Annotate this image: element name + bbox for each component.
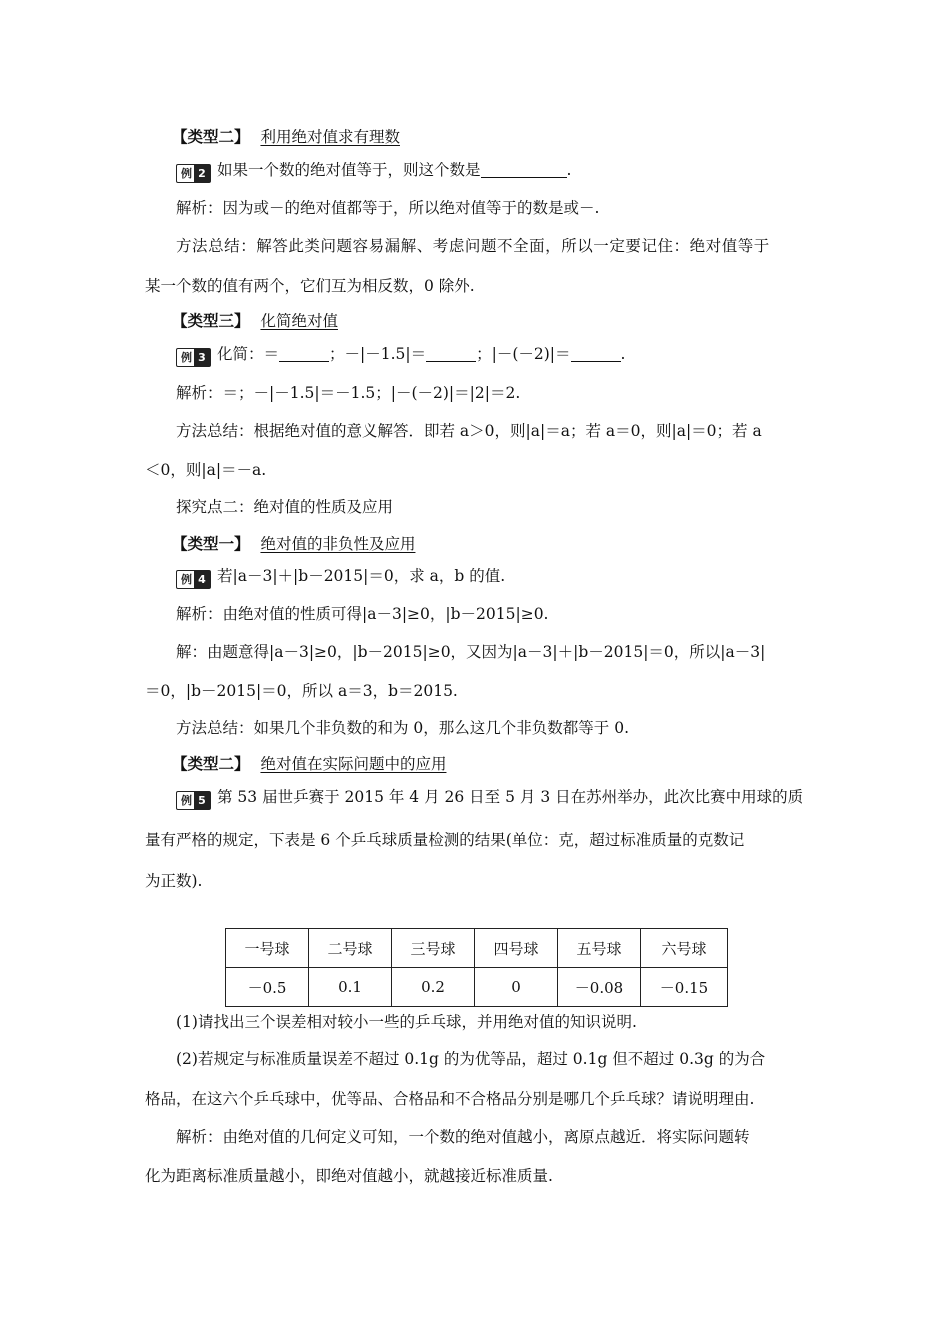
example3-question: 例 3 化简：＝ ；－|－1.5|＝ ；|－(－2)|＝ .	[176, 343, 625, 367]
example3-method-line1: 方法总结：根据绝对值的意义解答．即若 a＞0，则|a|＝a；若 a＝0，则|a|＝0；若 a	[176, 422, 762, 440]
type1-title: 绝对值的非负性及应用	[260, 535, 416, 553]
question-2-line1: (2)若规定与标准质量误差不超过 0.1g 的为优等品，超过 0.1g 但不超过 0.3g 的为合	[176, 1050, 766, 1068]
table-header-cell: 三号球	[392, 929, 475, 968]
example5-analysis-line1: 解析：由绝对值的几何定义可知，一个数的绝对值越小，离原点越近．将实际问题转	[176, 1128, 750, 1146]
example2-method-line1: 方法总结：解答此类问题容易漏解、考虑问题不全面，所以一定要记住：绝对值等于	[176, 237, 770, 255]
example2-question: 例 2 如果一个数的绝对值等于，则这个数是 .	[176, 159, 571, 183]
table-row	[226, 968, 728, 1007]
example4-method: 方法总结：如果几个非负数的和为 0，那么这几个非负数都等于 0.	[176, 719, 630, 737]
example4-question: 例 4 若|a－3|＋|b－2015|＝0，求 a，b 的值.	[176, 565, 505, 589]
ball-mass-table	[225, 928, 728, 1007]
type3-title: 化简绝对值	[260, 312, 338, 330]
question-2-line2: 格品，在这六个乒乓球中，优等品、合格品和不合格品分别是哪几个乒乓球？请说明理由.	[145, 1090, 755, 1108]
type3-label: 【类型三】	[172, 311, 250, 330]
example5-question-line2: 量有严格的规定，下表是 6 个乒乓球质量检测的结果(单位：克，超过标准质量的克数记	[145, 831, 745, 849]
example3-blank-3	[571, 346, 621, 362]
type1-label: 【类型一】	[172, 534, 250, 553]
type1-heading	[172, 533, 415, 555]
example4-solution-line1: 解：由题意得|a－3|≥0，|b－2015|≥0，又因为|a－3|＋|b－2015|＝0，所以|a－3|	[176, 643, 766, 661]
example2-blank	[481, 162, 567, 178]
table-cell: 0.2	[392, 968, 475, 1007]
table-cell: 0	[475, 968, 558, 1007]
table-header-cell: 二号球	[309, 929, 392, 968]
table-cell: 0.1	[309, 968, 392, 1007]
table-cell: －0.08	[558, 968, 641, 1007]
example2-text: 如果一个数的绝对值等于，则这个数是	[217, 161, 481, 179]
type2b-title: 绝对值在实际问题中的应用	[260, 755, 447, 773]
example3-analysis: 解析：＝；－|－1.5|＝－1.5；|－(－2)|＝|2|＝2.	[176, 384, 521, 402]
type3-heading	[172, 310, 338, 332]
example3-method-line2: ＜0，则|a|＝－a.	[145, 461, 267, 479]
example3-blank-1	[279, 346, 329, 362]
example5-question-line3: 为正数).	[145, 872, 203, 890]
table-header-cell: 六号球	[641, 929, 728, 968]
example4-analysis: 解析：由绝对值的性质可得|a－3|≥0，|b－2015|≥0.	[176, 605, 549, 623]
example2-method-line2: 某一个数的值有两个，它们互为相反数，0 除外.	[145, 277, 475, 295]
type2b-label: 【类型二】	[172, 754, 250, 773]
example3-blank-2	[426, 346, 476, 362]
type2-label: 【类型二】	[172, 127, 250, 146]
example4-solution-line2: ＝0，|b－2015|＝0，所以 a＝3，b＝2015.	[145, 682, 458, 700]
table-header-cell: 五号球	[558, 929, 641, 968]
table-header-row	[226, 929, 728, 968]
table-cell: －0.15	[641, 968, 728, 1007]
table-header-cell: 一号球	[226, 929, 309, 968]
example5-badge: 例 5	[176, 791, 211, 810]
type2b-heading	[172, 753, 446, 775]
example5-question-line1: 例 5 第 53 届世乒赛于 2015 年 4 月 26 日至 5 月 3 日在苏州举办，此次比赛中用球的质	[176, 786, 803, 810]
example3-badge: 例 3	[176, 348, 211, 367]
example2-badge: 例 2	[176, 164, 211, 183]
type2-heading	[172, 126, 400, 148]
type2-title: 利用绝对值求有理数	[260, 128, 400, 146]
table-header-cell: 四号球	[475, 929, 558, 968]
example5-analysis-line2: 化为距离标准质量越小，即绝对值越小，就越接近标准质量.	[145, 1167, 553, 1185]
example4-badge: 例 4	[176, 570, 211, 589]
question-1: (1)请找出三个误差相对较小一些的乒乓球，并用绝对值的知识说明.	[176, 1013, 637, 1031]
example2-analysis: 解析：因为或－的绝对值都等于，所以绝对值等于的数是或－.	[176, 199, 600, 217]
explore-point-2: 探究点二：绝对值的性质及应用	[176, 498, 394, 516]
table-cell: －0.5	[226, 968, 309, 1007]
